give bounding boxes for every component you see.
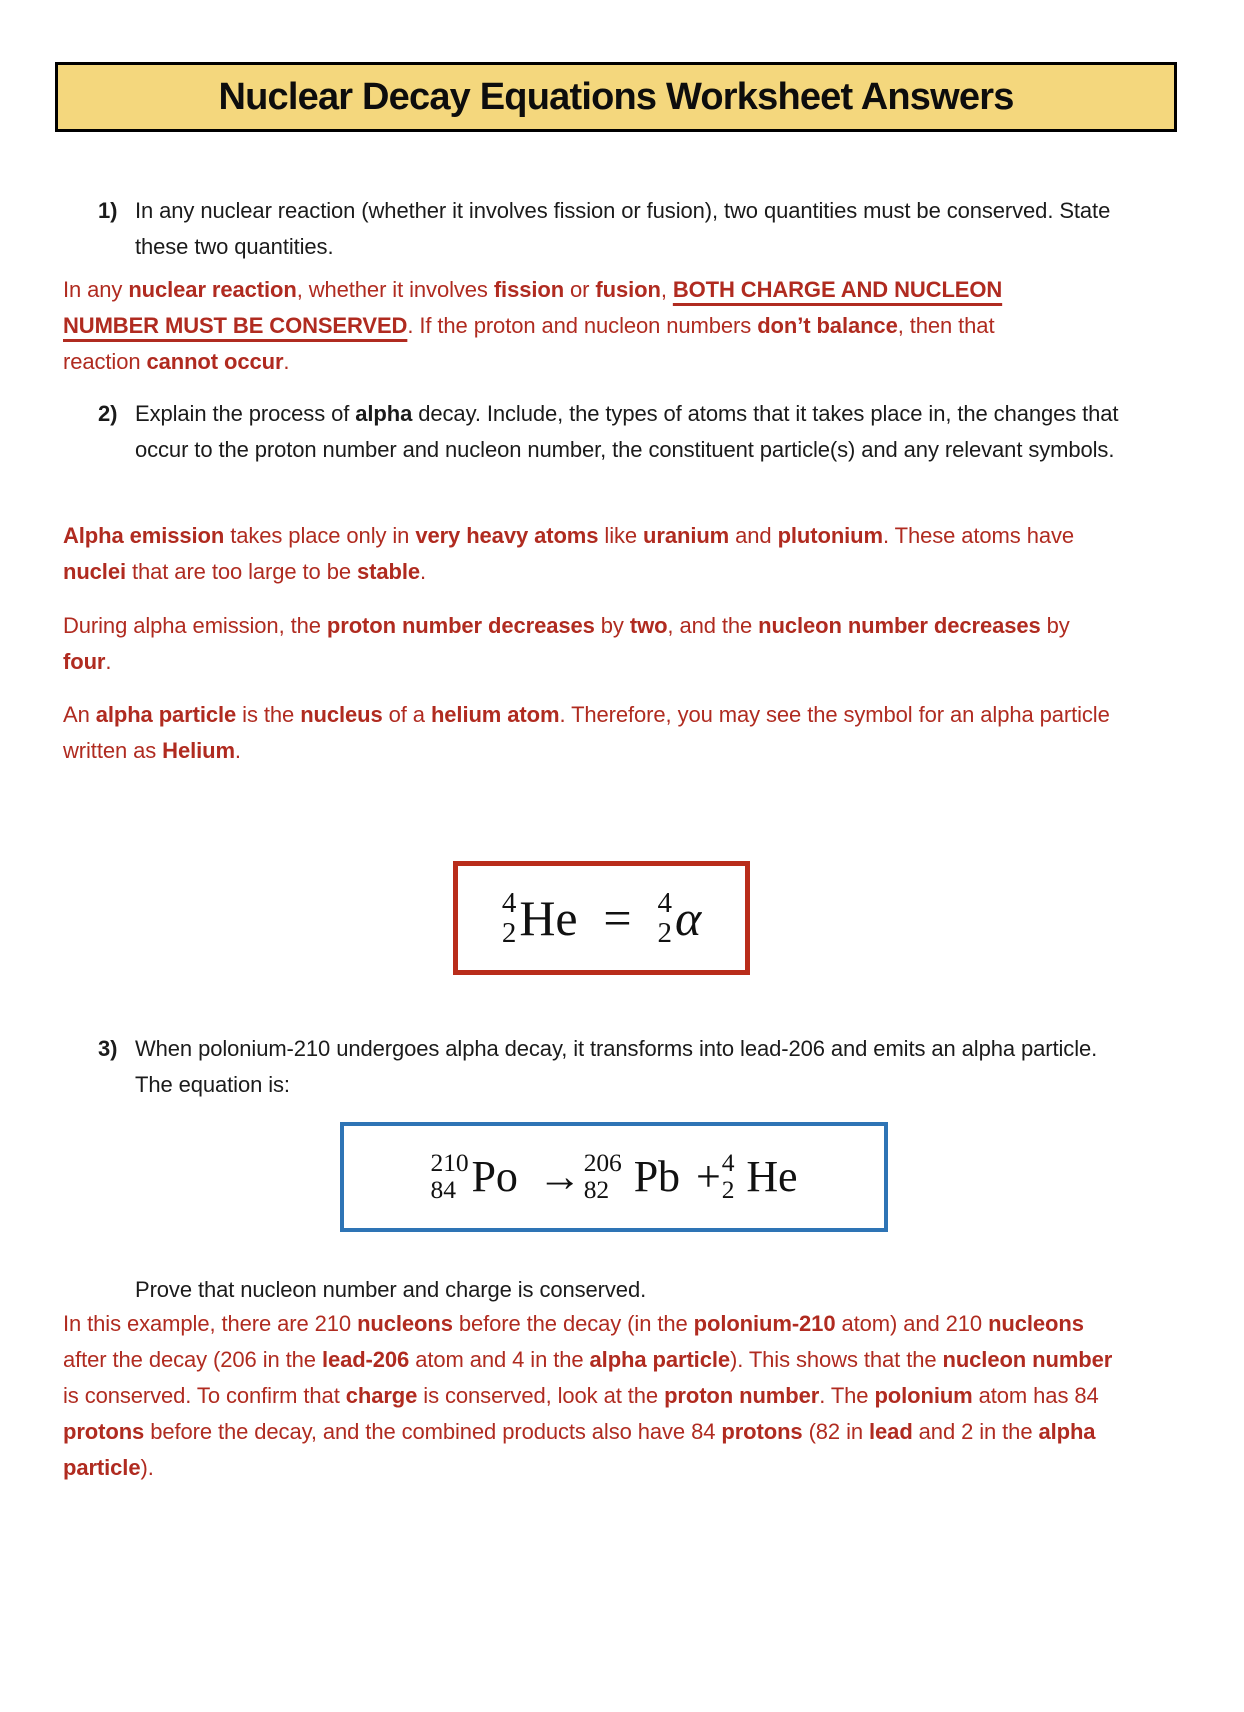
text-segment: , (660, 277, 673, 302)
lead-prescripts (584, 1150, 622, 1204)
text-segment: very heavy atoms (415, 523, 599, 548)
text-segment: alpha particle (95, 702, 237, 727)
polonium-decay-equation-box (340, 1122, 888, 1232)
text-segment: polonium-210 (693, 1311, 836, 1336)
mass-number: 4 (657, 886, 672, 919)
text-segment: is conserved. To confirm that (63, 1383, 346, 1408)
atomic-number: 2 (657, 917, 672, 949)
text-segment: nuclei (63, 559, 126, 584)
text-segment: lead (869, 1419, 913, 1444)
text-segment: ). This shows that the (729, 1347, 943, 1372)
helium-prescripts (722, 1150, 735, 1204)
question-1-text (135, 193, 1130, 265)
text-segment: protons (63, 1419, 145, 1444)
text-segment: Helium (162, 738, 235, 763)
text-segment: like (598, 523, 644, 548)
atomic-number: 82 (583, 1175, 610, 1204)
text-segment: alpha particle (63, 1419, 1096, 1480)
text-segment: In this example, there are 210 (63, 1311, 358, 1336)
text-segment: that are too large to be (125, 559, 357, 584)
question-3-number: 3) (98, 1036, 118, 1061)
text-segment: Alpha emission (63, 523, 225, 548)
text-segment: atom) and 210 (835, 1311, 989, 1336)
nuclide-lead-206 (584, 1150, 680, 1204)
text-segment: nucleons (357, 1311, 453, 1336)
mass-number: 4 (501, 886, 517, 919)
text-segment: protons (721, 1419, 803, 1444)
text-segment: don’t balance (757, 313, 898, 338)
text-segment: During alpha emission, the (63, 613, 327, 638)
text-segment: uranium (643, 523, 730, 548)
atomic-number: 84 (430, 1175, 456, 1204)
text-segment: . (105, 649, 112, 674)
text-segment: or (564, 277, 596, 302)
equals-sign: = (603, 890, 632, 946)
mass-number: 210 (430, 1148, 469, 1178)
text-segment: fission (493, 277, 565, 302)
question-3-prove-text: Prove that nucleon number and charge is conserved. (135, 1277, 647, 1302)
element-symbol: He (746, 1152, 798, 1201)
text-segment: lead-206 (321, 1347, 410, 1372)
text-segment: before the decay (in the (452, 1311, 694, 1336)
text-segment: is the (236, 702, 301, 727)
text-segment: is conserved, look at the (417, 1383, 665, 1408)
title-banner (55, 62, 1177, 132)
answer-2-alpha-particle (63, 697, 1123, 769)
text-segment: alpha (355, 401, 413, 426)
text-segment: and 2 in the (912, 1419, 1039, 1444)
text-segment: decay. Include, the types of atoms that it takes place in, the changes that occur to the proton number and nucleon number, the constituent particle(s) and any relevant symbols. (135, 401, 1119, 462)
alpha-helium-equation-box (453, 861, 750, 975)
text-segment: , and the (667, 613, 759, 638)
text-segment: by (594, 613, 630, 638)
text-segment: ). (140, 1455, 154, 1480)
polonium-prescripts (431, 1150, 469, 1204)
answer-1 (63, 272, 1065, 380)
text-segment: In any (63, 277, 129, 302)
text-segment: . The (819, 1383, 875, 1408)
text-segment: . (283, 349, 290, 374)
text-segment: and (729, 523, 778, 548)
nuclide-helium-4 (502, 888, 578, 949)
question-2 (98, 396, 1130, 468)
mass-number: 4 (721, 1148, 735, 1178)
helium-prescripts (502, 888, 516, 949)
text-segment: . These atoms have (882, 523, 1074, 548)
element-symbol: Po (471, 1152, 518, 1201)
answer-2-number-changes (63, 608, 1123, 680)
text-segment: after the decay (206 in the (63, 1347, 322, 1372)
text-segment: of a (382, 702, 431, 727)
text-segment: An (63, 702, 96, 727)
text-segment: fusion (595, 277, 661, 302)
text-segment: by (1040, 613, 1070, 638)
text-segment: charge (345, 1383, 418, 1408)
text-segment: . If the proton and nucleon numbers (407, 313, 758, 338)
text-segment: . (234, 738, 241, 763)
atomic-number: 2 (721, 1175, 735, 1204)
answer-2-heavy-atoms (63, 518, 1123, 590)
text-segment: . (419, 559, 426, 584)
text-segment: nuclear reaction (128, 277, 297, 302)
text-segment: , whether it involves (296, 277, 494, 302)
question-1 (98, 193, 1130, 265)
decay-arrow: → (537, 1152, 582, 1201)
question-3 (98, 1031, 1130, 1103)
page-title: Nuclear Decay Equations Worksheet Answers (218, 76, 1014, 118)
text-segment: helium atom (430, 702, 560, 727)
text-segment: polonium (874, 1383, 973, 1408)
text-segment: two (629, 613, 668, 638)
atomic-number: 2 (501, 917, 517, 949)
nuclide-helium-4 (722, 1150, 798, 1204)
question-2-number: 2) (98, 401, 118, 426)
text-segment: atom and 4 in the (409, 1347, 590, 1372)
element-symbol: Pb (633, 1152, 680, 1201)
alpha-symbol: α (674, 890, 702, 946)
question-3-text (135, 1031, 1130, 1103)
element-symbol: He (519, 890, 578, 946)
polonium-decay-equation (405, 1150, 824, 1204)
alpha-prescripts (658, 888, 672, 949)
text-segment: nucleon number (942, 1347, 1113, 1372)
text-segment: four (63, 649, 106, 674)
text-segment: proton number (664, 1383, 820, 1408)
text-segment: plutonium (777, 523, 883, 548)
text-segment: Explain the process of (135, 401, 356, 426)
text-segment: , then that reaction (63, 313, 995, 374)
text-segment: nucleon number decreases (758, 613, 1041, 638)
answer-3 (63, 1306, 1131, 1486)
alpha-helium-equation (472, 888, 731, 949)
text-segment: BOTH CHARGE AND NUCLEON NUMBER MUST BE CONSERVED (63, 277, 1003, 338)
text-segment: before the decay, and the combined products also have 84 (144, 1419, 722, 1444)
text-segment: nucleus (300, 702, 383, 727)
mass-number: 206 (583, 1148, 622, 1178)
text-segment: cannot occur (146, 349, 284, 374)
text-segment: atom has 84 (972, 1383, 1099, 1408)
text-segment: In any nuclear reaction (whether it involves fission or fusion), two quantities must be conserved. State these two quantities. (135, 198, 1111, 259)
nuclide-polonium-210 (431, 1150, 518, 1204)
text-segment: (82 in (802, 1419, 870, 1444)
question-1-number: 1) (98, 198, 118, 223)
question-2-text (135, 396, 1130, 468)
text-segment: alpha particle (589, 1347, 730, 1372)
nuclide-alpha (658, 888, 702, 949)
plus-sign: + (695, 1152, 721, 1201)
text-segment: stable (356, 559, 420, 584)
text-segment: When polonium-210 undergoes alpha decay, it transforms into lead-206 and emits an alpha particle. The equation is: (135, 1036, 1098, 1097)
text-segment: takes place only in (224, 523, 416, 548)
text-segment: nucleons (988, 1311, 1084, 1336)
text-segment: . Therefore, you may see the symbol for an alpha particle written as (63, 702, 1110, 763)
text-segment: proton number decreases (326, 613, 595, 638)
